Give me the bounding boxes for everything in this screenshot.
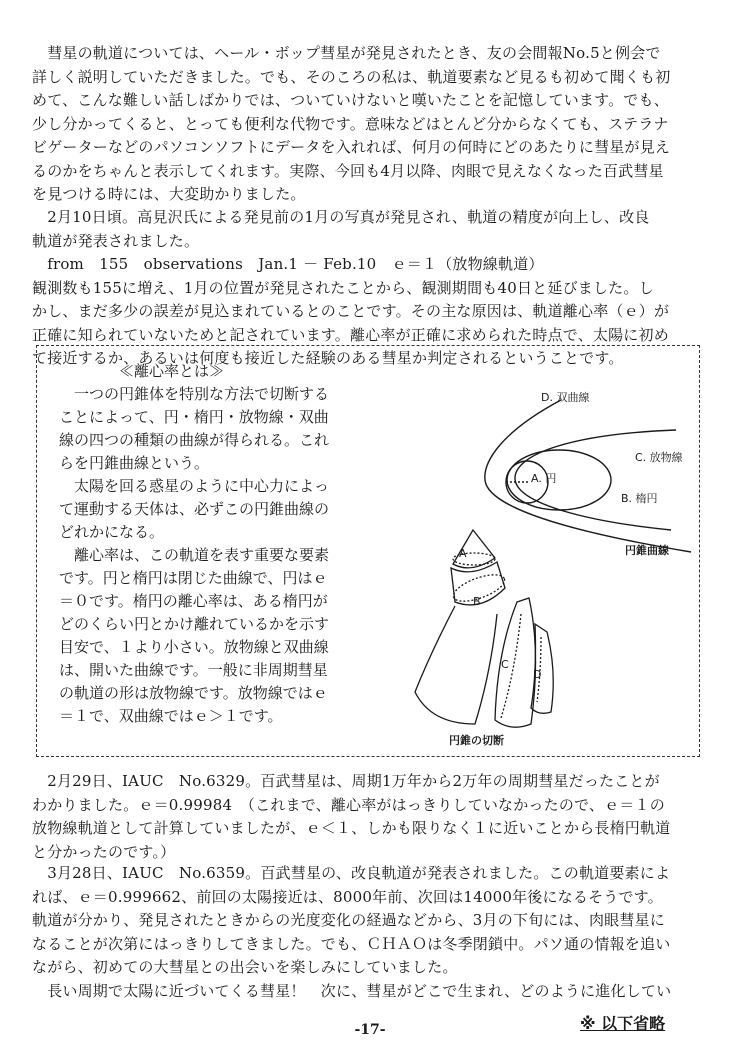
cone-label-b: B [473,595,481,608]
text-line: 放物線軌道として計算していましたが、ｅ＜１、しかも限りなく１に近いことから長楕円軌道 [32,819,671,837]
text-line: 3月28日、IAUC No.6359。百武彗星の、改良軌道が発表されました。この軌道要素によ [32,864,671,882]
text-line: from 155 observations Jan.1 － Feb.10 ｅ＝１（放物線軌道） [32,255,544,273]
text-line: 観測数も155に増え、1月の位置が発見されたことから、観測期間も40日と延びました。し [32,278,654,297]
text-line: ながら、初めての大彗星との出会いを楽しみにしていました。 [32,958,458,976]
cone-caption: 円錐の切断 [449,734,504,747]
cone-lower-body [415,606,497,724]
paragraph-1 [32,42,712,207]
explainer-line: どれかになる。 [59,523,165,541]
explainer-line: 線の四つの種類の曲線が得られる。これ [59,431,330,449]
cone-label-d: D [533,668,542,681]
text-line: 軌道が分かり、発見されたときからの光度変化の経過などから、3月の下旬には、肉眼彗星に [32,911,665,929]
explainer-line: ＝０です。楕円の離心率は、ある楕円が [59,592,328,610]
explainer-line: ことによって、円・楕円・放物線・双曲 [59,408,329,426]
cone-cutting-figure [415,530,553,727]
hyperbola-label: D. 双曲線 [541,391,590,404]
page-number: -17- [354,1022,386,1038]
ellipse-curve [507,450,611,510]
text-line: 2月10日頃。高見沢氏による発見前の1月の写真が発見され、軌道の精度が向上し、改良 [32,208,650,226]
ellipse-label: B. 楕円 [621,492,658,505]
explainer-line: て運動する天体は、必ずこの円錐曲線の [59,500,330,518]
circle-label: A. 円 [531,472,557,485]
paragraph-4 [32,770,712,864]
text-line: て接近するか、あるいは何度も接近した経験のある彗星か判定されるということです。 [32,349,624,367]
conic-curves-figure [485,400,691,552]
text-line: と分かったのです。） [32,842,176,861]
eccentricity-explainer-box [36,345,700,757]
explainer-line: どのくらい円とかけ離れているかを示す [59,615,330,633]
explainer-text [59,360,369,728]
text-line: めて、こんな難しい話しばかりでは、ついていけないと嘆いたことを記憶しています。でも、 [32,91,669,109]
conic-sections-diagram [371,352,693,752]
parabola-label: C. 放物線 [635,451,683,464]
omitted-note: ※ 以下省略 [580,1014,666,1033]
text-line: わかりました。ｅ＝0.99984 （これまで、離心率がはっきりしていなかったので、ｅ＝１の [32,795,665,814]
explainer-line: らを円錐曲線という。 [59,454,210,472]
explainer-title: ≪離心率とは≫ [119,362,225,380]
text-line: ビゲーターなどのパソコンソフトにデータを入れれば、何月の何時にどのあたりに彗星が見え [32,138,671,156]
text-line: 正確に知られていないためと記されています。離心率が正確に求められた時点で、太陽に初め [32,325,669,344]
text-line: 軌道が発表されました。 [32,231,200,250]
explainer-line: は、開いた曲線です。一般に非周期彗星 [59,661,328,679]
cone-label-a: A [459,547,467,560]
text-line: かし、まだ多少の誤差が見込まれているとのことです。その主な原因は、軌道離心率（ｅ）が [32,302,670,320]
text-line: るのかをちゃんと表示してくれます。実際、今回も4月以降、肉眼で見えなくなった百武彗星 [32,161,664,180]
text-line: 長い周期で太陽に近づいてくる彗星！ 次に、彗星がどこで生まれ、どのように進化してい [32,981,672,1000]
explainer-line: ＝１で、双曲線ではｅ＞１です。 [59,707,283,725]
text-line: 詳しく説明していただきました。でも、そのころの私は、軌道要素など見るも初めて聞くも初 [32,67,671,86]
text-line: を見つける時には、大変助かりました。 [32,185,306,203]
cone-label-c: C [501,658,509,671]
text-line: なることが次第にはっきりしてきました。でも、ＣＨＡＯは冬季閉鎖中。パソ通の情報を追い [32,934,671,953]
explainer-line: 太陽を回る惑星のように中心力によっ [59,477,330,495]
explainer-line: です。円と楕円は閉じた曲線で、円はｅ [59,569,328,587]
explainer-line: 一つの円錐体を特別な方法で切断する [59,385,330,403]
conic-curves-caption: 円錐曲線 [625,544,669,557]
text-line: れば、ｅ＝0.999662、前回の太陽接近は、8000年前、次回は14000年後になるそうです。 [32,887,663,906]
text-line: 少し分かってくると、とっても便利な代物です。意味などはとんど分からなくても、ステラナ [32,114,669,133]
text-line: 彗星の軌道については、ヘール・ボップ彗星が発見されたとき、友の会間報No.5と例会で [32,44,661,62]
explainer-line: の軌道の形は放物線です。放物線ではｅ [59,684,328,702]
paragraph-5 [32,862,712,1003]
explainer-line: 目安で、１より小さい。放物線と双曲線 [59,638,329,656]
text-line: 2月29日、IAUC No.6329。百武彗星は、周期1万年から2万年の周期彗星だったことが [32,772,660,790]
paragraph-2 [32,206,712,253]
explainer-line: 離心率は、この軌道を表す重要な要素 [59,546,330,564]
